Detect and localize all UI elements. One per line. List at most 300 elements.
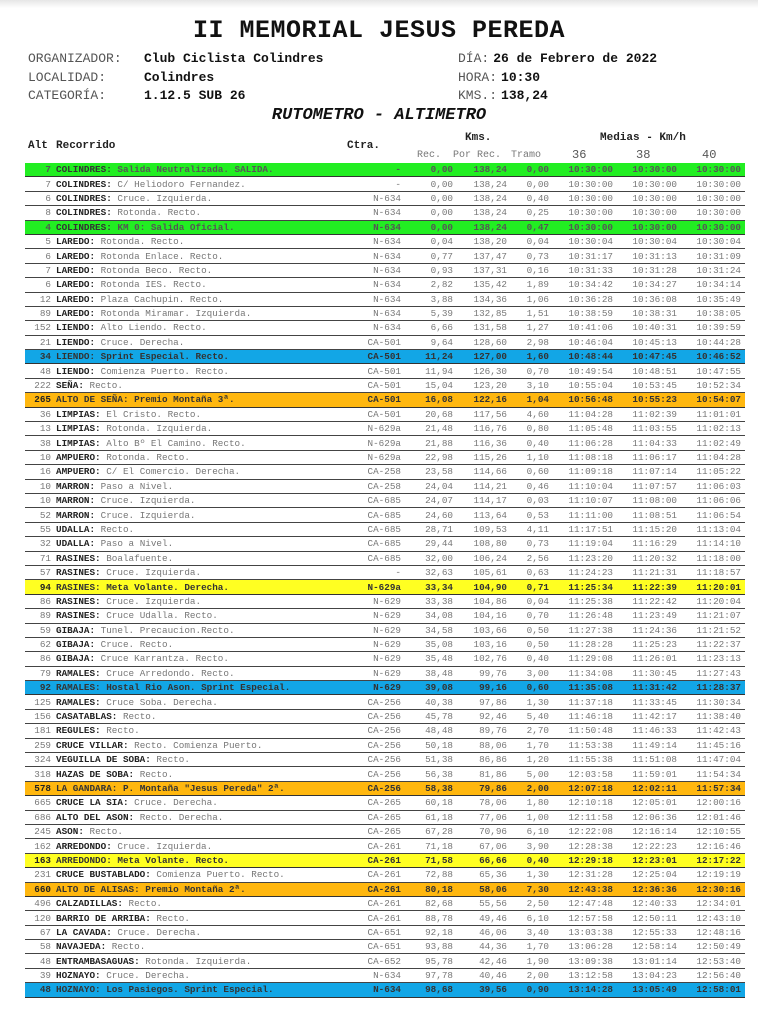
time-36-cell: 12:29:18 — [553, 853, 617, 867]
route-description: Rotonda. Recto. — [111, 207, 202, 219]
time-38-cell: 11:16:29 — [617, 537, 681, 551]
km-recorridos-cell: 0,00 — [409, 191, 457, 205]
header-speed-38: 38 — [636, 148, 651, 162]
km-recorridos-cell: 98,68 — [409, 983, 457, 997]
town-name: LIENDO: — [56, 351, 96, 363]
time-40-cell: 11:28:37 — [681, 681, 745, 695]
town-name: HAZAS DE SOBA: — [56, 768, 135, 780]
table-row — [25, 623, 745, 637]
town-name: REGULES: — [56, 725, 101, 737]
recorrido-cell — [56, 436, 341, 450]
time-40-cell: 10:39:59 — [681, 321, 745, 335]
section-title: RUTOMETRO - ALTIMETRO — [271, 106, 487, 125]
km-por-recorrer-cell: 86,86 — [457, 753, 511, 767]
town-name: LIMPIAS: — [56, 408, 101, 420]
route-description: Premio Montaña 2ª. — [139, 883, 246, 895]
km-recorridos-cell: 34,58 — [409, 623, 457, 637]
altitude-cell: 8 — [25, 206, 56, 220]
route-description: P. Montaña "Jesus Pereda" 2ª. — [117, 782, 285, 794]
km-recorridos-cell: 71,58 — [409, 853, 457, 867]
recorrido-cell — [56, 206, 341, 220]
time-38-cell: 12:40:33 — [617, 896, 681, 910]
table-row — [25, 163, 745, 177]
time-36-cell: 11:10:07 — [553, 493, 617, 507]
dia-value: 26 de Febrero de 2022 — [493, 51, 658, 66]
km-por-recorrer-cell: 99,76 — [457, 666, 511, 680]
km-recorridos-cell: 93,88 — [409, 940, 457, 954]
table-row — [25, 493, 745, 507]
time-36-cell: 11:10:04 — [553, 479, 617, 493]
time-38-cell: 10:36:08 — [617, 292, 681, 306]
time-38-cell: 11:22:42 — [617, 594, 681, 608]
km-recorridos-cell: 21,48 — [409, 422, 457, 436]
recorrido-cell — [56, 911, 341, 925]
km-tramo-cell: 1,27 — [511, 321, 553, 335]
altitude-cell: 10 — [25, 450, 56, 464]
organizador-label: ORGANIZADOR: — [28, 51, 122, 66]
recorrido-cell — [56, 191, 341, 205]
km-por-recorrer-cell: 97,86 — [457, 695, 511, 709]
time-36-cell: 10:38:59 — [553, 306, 617, 320]
header-tramo: Tramo — [511, 150, 542, 161]
km-tramo-cell: 2,00 — [511, 781, 553, 795]
km-por-recorrer-cell: 103,66 — [457, 623, 511, 637]
time-40-cell: 10:47:55 — [681, 364, 745, 378]
km-por-recorrer-cell: 99,16 — [457, 681, 511, 695]
table-row — [25, 968, 745, 982]
km-recorridos-cell: 24,60 — [409, 508, 457, 522]
road-cell: CA-265 — [341, 824, 409, 838]
recorrido-cell — [56, 695, 341, 709]
town-name: CRUCE LA SIA: — [56, 797, 129, 809]
time-40-cell: 12:50:49 — [681, 940, 745, 954]
road-cell: CA-685 — [341, 537, 409, 551]
km-por-recorrer-cell: 55,56 — [457, 896, 511, 910]
km-tramo-cell: 3,10 — [511, 378, 553, 392]
kms-label: KMS.: — [458, 88, 498, 103]
route-description: C/ El Comercio. Derecha. — [100, 466, 241, 478]
recorrido-cell — [56, 493, 341, 507]
altitude-cell: 324 — [25, 753, 56, 767]
altitude-cell: 10 — [25, 479, 56, 493]
table-row — [25, 911, 745, 925]
km-tramo-cell: 1,04 — [511, 393, 553, 407]
time-38-cell: 11:30:45 — [617, 666, 681, 680]
km-por-recorrer-cell: 114,17 — [457, 493, 511, 507]
route-description: Cruce Udalla. Recto. — [100, 610, 218, 622]
time-40-cell: 11:18:57 — [681, 565, 745, 579]
road-cell: N-634 — [341, 983, 409, 997]
time-38-cell: 11:06:17 — [617, 450, 681, 464]
time-40-cell: 12:58:01 — [681, 983, 745, 997]
km-recorridos-cell: 95,78 — [409, 954, 457, 968]
km-por-recorrer-cell: 46,06 — [457, 925, 511, 939]
road-cell: CA-501 — [341, 407, 409, 421]
time-38-cell: 10:30:00 — [617, 206, 681, 220]
recorrido-cell — [56, 350, 341, 364]
town-name: RASINES: — [56, 567, 101, 579]
route-description: Recto. — [83, 826, 123, 838]
town-name: CRUCE VILLAR: — [56, 739, 129, 751]
km-tramo-cell: 0,04 — [511, 234, 553, 248]
time-38-cell: 12:55:33 — [617, 925, 681, 939]
km-tramo-cell: 0,60 — [511, 681, 553, 695]
km-recorridos-cell: 9,64 — [409, 335, 457, 349]
time-40-cell: 11:20:01 — [681, 580, 745, 594]
km-tramo-cell: 1,80 — [511, 796, 553, 810]
time-40-cell: 10:30:00 — [681, 191, 745, 205]
table-row — [25, 796, 745, 810]
town-name: RAMALES: — [56, 682, 101, 694]
time-36-cell: 11:17:51 — [553, 522, 617, 536]
km-recorridos-cell: 21,88 — [409, 436, 457, 450]
road-cell: CA-501 — [341, 335, 409, 349]
time-38-cell: 10:30:00 — [617, 177, 681, 191]
time-36-cell: 12:47:48 — [553, 896, 617, 910]
time-36-cell: 11:53:38 — [553, 738, 617, 752]
road-cell: N-634 — [341, 263, 409, 277]
altitude-cell: 578 — [25, 781, 56, 795]
km-recorridos-cell: 32,63 — [409, 565, 457, 579]
time-40-cell: 11:20:04 — [681, 594, 745, 608]
km-por-recorrer-cell: 102,76 — [457, 652, 511, 666]
altitude-cell: 86 — [25, 594, 56, 608]
road-cell: N-629a — [341, 436, 409, 450]
kms-value: 138,24 — [501, 88, 548, 103]
time-40-cell: 12:16:46 — [681, 839, 745, 853]
km-por-recorrer-cell: 104,86 — [457, 594, 511, 608]
route-description: Recto. Derecha. — [134, 811, 224, 823]
time-36-cell: 11:26:48 — [553, 609, 617, 623]
time-38-cell: 11:08:00 — [617, 493, 681, 507]
km-por-recorrer-cell: 77,06 — [457, 810, 511, 824]
recorrido-cell — [56, 393, 341, 407]
time-40-cell: 11:54:34 — [681, 767, 745, 781]
time-38-cell: 11:26:01 — [617, 652, 681, 666]
time-38-cell: 12:58:14 — [617, 940, 681, 954]
km-por-recorrer-cell: 135,42 — [457, 278, 511, 292]
time-36-cell: 10:31:17 — [553, 249, 617, 263]
km-tramo-cell: 0,00 — [511, 163, 553, 177]
time-38-cell: 12:22:23 — [617, 839, 681, 853]
time-40-cell: 10:52:34 — [681, 378, 745, 392]
road-cell: - — [341, 163, 409, 177]
route-description: Cruce. Izquierda. — [95, 495, 196, 507]
time-38-cell: 10:30:00 — [617, 191, 681, 205]
km-tramo-cell: 0,50 — [511, 623, 553, 637]
table-row — [25, 580, 745, 594]
road-cell: CA-501 — [341, 350, 409, 364]
localidad-label: LOCALIDAD: — [28, 69, 107, 85]
time-38-cell: 11:31:42 — [617, 681, 681, 695]
altitude-cell: 120 — [25, 911, 56, 925]
km-recorridos-cell: 5,39 — [409, 306, 457, 320]
town-name: CASATABLAS: — [56, 711, 118, 723]
dia-label: DÍA: — [458, 51, 490, 66]
altitude-cell: 57 — [25, 565, 56, 579]
time-38-cell: 10:30:00 — [617, 220, 681, 234]
road-cell: CA-265 — [341, 810, 409, 824]
route-description: Paso a Nivel. — [95, 538, 174, 550]
town-name: LAREDO: — [56, 250, 96, 262]
town-name: ARREDONDO: — [56, 854, 112, 866]
recorrido-cell — [56, 709, 341, 723]
km-por-recorrer-cell: 132,85 — [457, 306, 511, 320]
recorrido-cell — [56, 565, 341, 579]
table-row — [25, 681, 745, 695]
header-alt: Alt — [28, 140, 48, 152]
road-cell: CA-261 — [341, 868, 409, 882]
time-40-cell: 11:02:49 — [681, 436, 745, 450]
recorrido-cell — [56, 824, 341, 838]
km-recorridos-cell: 0,93 — [409, 263, 457, 277]
recorrido-cell — [56, 422, 341, 436]
route-description: Cruce. Izquierda. — [111, 192, 213, 204]
road-cell: N-629 — [341, 594, 409, 608]
km-por-recorrer-cell: 89,76 — [457, 724, 511, 738]
table-row — [25, 781, 745, 795]
km-por-recorrer-cell: 115,26 — [457, 450, 511, 464]
km-tramo-cell: 1,70 — [511, 940, 553, 954]
table-row — [25, 177, 745, 191]
route-description: Recto. — [150, 754, 190, 766]
time-36-cell: 10:34:42 — [553, 278, 617, 292]
time-40-cell: 10:31:24 — [681, 263, 745, 277]
time-36-cell: 10:30:00 — [553, 220, 617, 234]
altitude-cell: 7 — [25, 263, 56, 277]
recorrido-cell — [56, 249, 341, 263]
time-36-cell: 11:09:18 — [553, 465, 617, 479]
km-por-recorrer-cell: 67,06 — [457, 839, 511, 853]
altitude-cell: 152 — [25, 321, 56, 335]
road-cell: CA-261 — [341, 911, 409, 925]
route-description: Meta Volante. Derecha. — [100, 581, 229, 593]
town-name: COLINDRES: — [56, 192, 112, 204]
time-38-cell: 10:31:13 — [617, 249, 681, 263]
road-cell: N-629a — [341, 580, 409, 594]
time-36-cell: 10:30:00 — [553, 206, 617, 220]
recorrido-cell — [56, 940, 341, 954]
header-medias: Medias - Km/h — [600, 132, 686, 144]
route-description: Salida Neutralizada. SALIDA. — [111, 164, 274, 176]
time-36-cell: 11:24:23 — [553, 565, 617, 579]
time-36-cell: 11:35:08 — [553, 681, 617, 695]
altitude-cell: 665 — [25, 796, 56, 810]
table-row — [25, 278, 745, 292]
km-por-recorrer-cell: 126,30 — [457, 364, 511, 378]
recorrido-cell — [56, 724, 341, 738]
time-36-cell: 11:19:04 — [553, 537, 617, 551]
time-36-cell: 11:08:18 — [553, 450, 617, 464]
recorrido-cell — [56, 637, 341, 651]
route-description: Rotonda. Recto. — [95, 236, 185, 248]
road-cell: CA-256 — [341, 709, 409, 723]
km-recorridos-cell: 0,00 — [409, 206, 457, 220]
town-name: COLINDRES: — [56, 178, 112, 190]
time-38-cell: 11:21:31 — [617, 565, 681, 579]
km-recorridos-cell: 32,00 — [409, 551, 457, 565]
route-description: Cruce. Izquierda. — [100, 595, 202, 607]
town-name: ASON: — [56, 826, 84, 838]
km-por-recorrer-cell: 39,56 — [457, 983, 511, 997]
altitude-cell: 59 — [25, 623, 56, 637]
km-recorridos-cell: 97,78 — [409, 968, 457, 982]
road-cell: CA-651 — [341, 940, 409, 954]
recorrido-cell — [56, 594, 341, 608]
town-name: ALTO DE ALISAS: — [56, 883, 140, 895]
road-cell: CA-261 — [341, 839, 409, 853]
table-row — [25, 882, 745, 896]
road-cell: N-634 — [341, 306, 409, 320]
km-recorridos-cell: 22,98 — [409, 450, 457, 464]
km-por-recorrer-cell: 137,47 — [457, 249, 511, 263]
route-description: Cruce Karrantza. Recto. — [95, 653, 229, 665]
table-row — [25, 234, 745, 248]
km-recorridos-cell: 0,00 — [409, 163, 457, 177]
km-tramo-cell: 1,00 — [511, 810, 553, 824]
time-40-cell: 12:53:40 — [681, 954, 745, 968]
time-40-cell: 10:30:00 — [681, 163, 745, 177]
time-38-cell: 11:22:39 — [617, 580, 681, 594]
km-tramo-cell: 0,70 — [511, 609, 553, 623]
road-cell: N-634 — [341, 206, 409, 220]
route-description: Recto. — [134, 768, 174, 780]
km-por-recorrer-cell: 138,24 — [457, 206, 511, 220]
time-40-cell: 11:22:37 — [681, 637, 745, 651]
time-38-cell: 10:47:45 — [617, 350, 681, 364]
altitude-cell: 86 — [25, 652, 56, 666]
header-kms: Kms. — [465, 132, 492, 144]
top-shade — [0, 0, 758, 8]
time-38-cell: 10:40:31 — [617, 321, 681, 335]
altitude-cell: 48 — [25, 364, 56, 378]
time-36-cell: 10:30:00 — [553, 191, 617, 205]
road-cell: N-634 — [341, 234, 409, 248]
town-name: LIENDO: — [56, 322, 96, 334]
recorrido-cell — [56, 321, 341, 335]
altitude-cell: 39 — [25, 968, 56, 982]
km-recorridos-cell: 33,34 — [409, 580, 457, 594]
town-name: LAREDO: — [56, 308, 96, 320]
route-description: Cruce. Izquierda. — [111, 840, 213, 852]
km-recorridos-cell: 71,18 — [409, 839, 457, 853]
time-36-cell: 11:25:34 — [553, 580, 617, 594]
km-recorridos-cell: 72,88 — [409, 868, 457, 882]
km-recorridos-cell: 82,68 — [409, 896, 457, 910]
time-40-cell: 10:30:00 — [681, 220, 745, 234]
road-cell: CA-258 — [341, 465, 409, 479]
km-recorridos-cell: 40,38 — [409, 695, 457, 709]
table-row — [25, 637, 745, 651]
altitude-cell: 231 — [25, 868, 56, 882]
time-38-cell: 10:30:04 — [617, 234, 681, 248]
km-recorridos-cell: 67,28 — [409, 824, 457, 838]
time-36-cell: 10:49:54 — [553, 364, 617, 378]
km-tramo-cell: 1,30 — [511, 868, 553, 882]
road-cell: N-629 — [341, 623, 409, 637]
time-40-cell: 11:30:34 — [681, 695, 745, 709]
recorrido-cell — [56, 652, 341, 666]
road-cell: N-629 — [341, 681, 409, 695]
town-name: ENTRAMBASAGUAS: — [56, 955, 140, 967]
km-recorridos-cell: 80,18 — [409, 882, 457, 896]
town-name: LAREDO: — [56, 293, 96, 305]
road-cell: CA-685 — [341, 508, 409, 522]
town-name: GIBAJA: — [56, 639, 96, 651]
km-por-recorrer-cell: 104,16 — [457, 609, 511, 623]
km-tramo-cell: 0,73 — [511, 537, 553, 551]
road-cell: CA-265 — [341, 796, 409, 810]
road-cell: N-634 — [341, 249, 409, 263]
time-36-cell: 12:11:58 — [553, 810, 617, 824]
km-tramo-cell: 1,20 — [511, 753, 553, 767]
km-recorridos-cell: 23,58 — [409, 465, 457, 479]
table-row — [25, 321, 745, 335]
categoria-row — [28, 87, 323, 106]
time-40-cell: 10:34:14 — [681, 278, 745, 292]
town-name: COLINDRES: — [56, 207, 112, 219]
time-38-cell: 11:23:49 — [617, 609, 681, 623]
time-40-cell: 11:06:54 — [681, 508, 745, 522]
time-38-cell: 11:51:08 — [617, 753, 681, 767]
km-tramo-cell: 0,63 — [511, 565, 553, 579]
km-recorridos-cell: 38,48 — [409, 666, 457, 680]
km-por-recorrer-cell: 122,16 — [457, 393, 511, 407]
recorrido-cell — [56, 465, 341, 479]
time-40-cell: 11:02:13 — [681, 422, 745, 436]
altitude-cell: 34 — [25, 350, 56, 364]
km-tramo-cell: 4,60 — [511, 407, 553, 421]
page-title: II MEMORIAL JESUS PEREDA — [192, 16, 566, 45]
table-row — [25, 378, 745, 392]
altitude-cell: 38 — [25, 436, 56, 450]
town-name: LAREDO: — [56, 236, 96, 248]
time-40-cell: 10:35:49 — [681, 292, 745, 306]
km-recorridos-cell: 56,38 — [409, 767, 457, 781]
header-rec: Rec. — [417, 150, 442, 161]
table-row — [25, 364, 745, 378]
time-40-cell: 10:31:09 — [681, 249, 745, 263]
time-40-cell: 11:23:13 — [681, 652, 745, 666]
time-40-cell: 11:06:03 — [681, 479, 745, 493]
recorrido-cell — [56, 407, 341, 421]
km-recorridos-cell: 61,18 — [409, 810, 457, 824]
road-cell: CA-501 — [341, 378, 409, 392]
route-description: Hostal Rio Ason. Sprint Especial. — [100, 682, 291, 694]
town-name: SEÑA: — [56, 380, 84, 392]
time-36-cell: 11:46:18 — [553, 709, 617, 723]
road-cell: - — [341, 177, 409, 191]
route-description: Rotonda Beco. Recto. — [95, 264, 213, 276]
time-38-cell: 11:49:14 — [617, 738, 681, 752]
altitude-cell: 48 — [25, 983, 56, 997]
route-description: Recto. — [117, 711, 157, 723]
route-description: Paso a Nivel. — [95, 480, 174, 492]
recorrido-cell — [56, 666, 341, 680]
recorrido-cell — [56, 163, 341, 177]
time-38-cell: 11:04:33 — [617, 436, 681, 450]
town-name: AMPUERO: — [56, 466, 101, 478]
route-description: Recto. — [95, 523, 135, 535]
km-por-recorrer-cell: 49,46 — [457, 911, 511, 925]
time-36-cell: 12:57:58 — [553, 911, 617, 925]
road-cell: CA-501 — [341, 393, 409, 407]
km-por-recorrer-cell: 127,00 — [457, 350, 511, 364]
route-description: Boalafuente. — [100, 552, 174, 564]
time-36-cell: 12:43:38 — [553, 882, 617, 896]
km-recorridos-cell: 28,71 — [409, 522, 457, 536]
time-40-cell: 11:45:16 — [681, 738, 745, 752]
